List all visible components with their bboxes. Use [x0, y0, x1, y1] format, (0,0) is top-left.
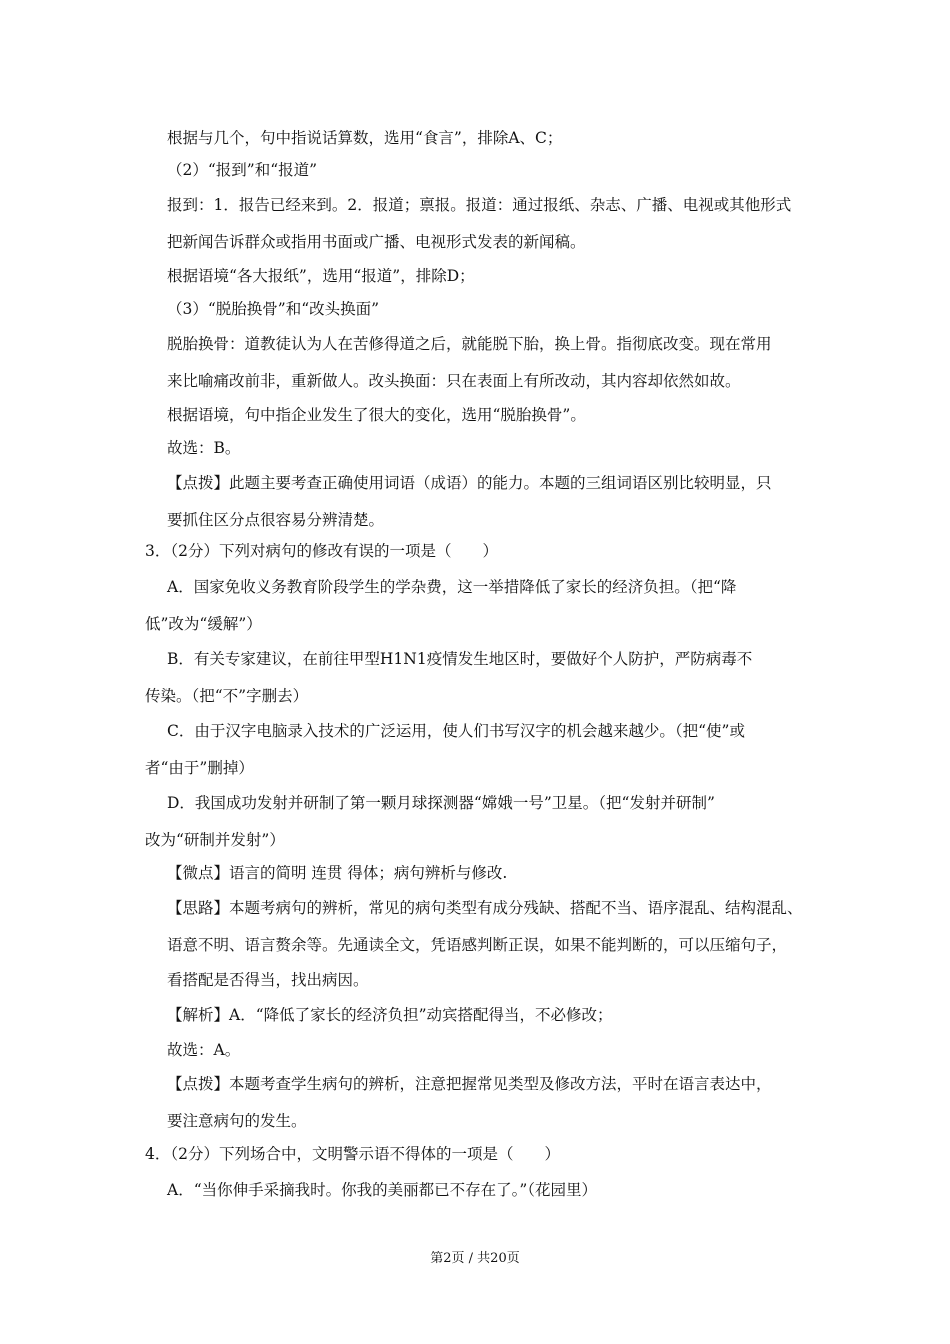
text-line: 故选：A。 [167, 1041, 241, 1059]
text-line: 把新闻告诉群众或指用书面或广播、电视形式发表的新闻稿。 [167, 233, 586, 251]
text-line: （3）“脱胎换骨”和“改头换面” [167, 300, 380, 318]
text-line: 语意不明、语言赘余等。先通读全文，凭语感判断正误，如果不能判断的，可以压缩句子， [167, 936, 788, 954]
text-line: 低”改为“缓解”） [145, 615, 262, 633]
option-b: B．有关专家建议，在前往甲型H1N1疫情发生地区时，要做好个人防护，严防病毒不 [167, 650, 753, 668]
text-line: 要注意病句的发生。 [167, 1112, 307, 1130]
option-a: A．“当你伸手采摘我时。你我的美丽都已不存在了。”（花园里） [167, 1181, 598, 1199]
text-line: 传染。（把“不”字删去） [145, 687, 309, 705]
text-line: 根据语境，句中指企业发生了很大的变化，选用“脱胎换骨”。 [167, 406, 586, 424]
option-c: C．由于汉字电脑录入技术的广泛运用，使人们书写汉字的机会越来越少。（把“使”或 [167, 722, 745, 740]
option-d: D．我国成功发射并研制了第一颗月球探测器“嫦娥一号”卫星。（把“发射并研制” [167, 794, 715, 812]
text-line: 看搭配是否得当，找出病因。 [167, 971, 369, 989]
text-line: 【微点】语言的简明 连贯 得体；病句辨析与修改. [167, 864, 508, 882]
text-line: 改为“研制并发射”） [145, 831, 285, 849]
page-footer: 第2页 / 共20页 [430, 1251, 520, 1266]
text-line: 【解析】A．“降低了家长的经济负担”动宾搭配得当，不必修改； [167, 1006, 613, 1024]
text-line: （2）“报到”和“报道” [167, 161, 318, 179]
text-line: 来比喻痛改前非，重新做人。改头换面：只在表面上有所改动，其内容却依然如故。 [167, 372, 741, 390]
option-a: A．国家免收义务教育阶段学生的学杂费，这一举措降低了家长的经济负担。（把“降 [167, 578, 737, 596]
text-line: 根据语境“各大报纸”，选用“报道”，排除D； [167, 267, 475, 285]
text-line: 者“由于”删掉） [145, 759, 254, 777]
text-line: 【思路】本题考病句的辨析，常见的病句类型有成分残缺、搭配不当、语序混乱、结构混乱、 [167, 899, 803, 917]
text-line: 故选：B。 [167, 439, 241, 457]
question-4: 4．（2分）下列场合中，文明警示语不得体的一项是（ ） [145, 1145, 560, 1163]
text-line: 【点拨】此题主要考查正确使用词语（成语）的能力。本题的三组词语区别比较明显，只 [167, 474, 772, 492]
text-line: 要抓住区分点很容易分辨清楚。 [167, 511, 385, 529]
text-line: 脱胎换骨：道教徒认为人在苦修得道之后，就能脱下胎，换上骨。指彻底改变。现在常用 [167, 335, 772, 353]
text-line: 报到：1．报告已经来到。2．报道；禀报。报道：通过报纸、杂志、广播、电视或其他形式 [167, 196, 792, 214]
text-line: 【点拨】本题考查学生病句的辨析，注意把握常见类型及修改方法，平时在语言表达中， [167, 1075, 772, 1093]
question-3: 3．（2分）下列对病句的修改有误的一项是（ ） [145, 542, 498, 560]
text-line: 根据与几个，句中指说话算数，选用“食言”，排除A、C； [167, 129, 563, 147]
